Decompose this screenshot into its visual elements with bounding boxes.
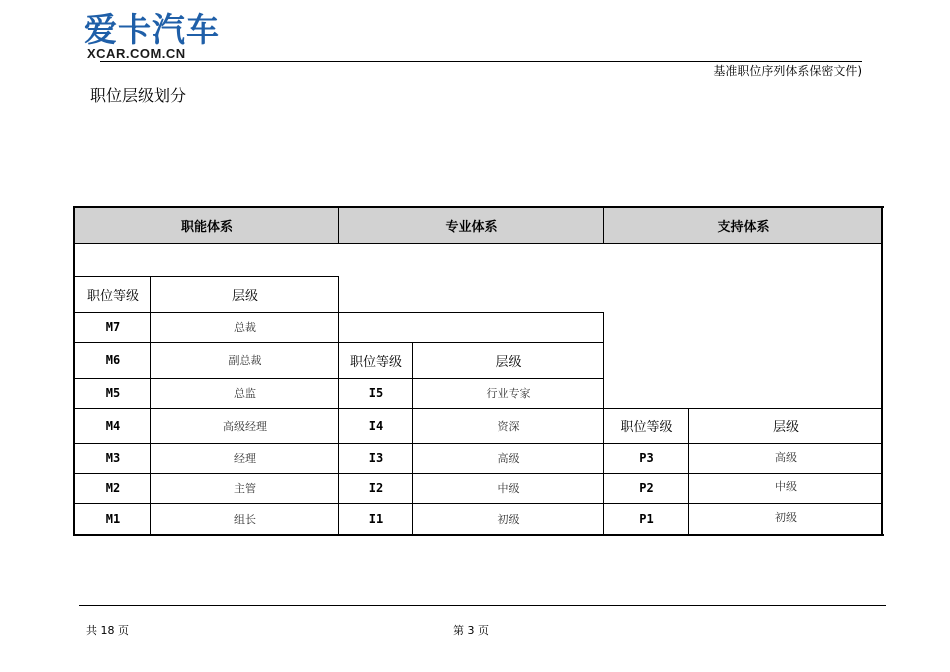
support-level-header: 层级 <box>772 420 799 435</box>
document-title: 基准职位序列体系保密文件) <box>713 64 862 78</box>
professional-grade-header: 职位等级 <box>349 354 402 370</box>
professional-code: I2 <box>368 481 384 495</box>
table-border <box>73 206 884 208</box>
logo-domain: XCAR.COM.CN <box>87 46 186 61</box>
system-header-support: 支持体系 <box>604 208 883 243</box>
functional-code: M2 <box>105 481 121 495</box>
system-header-professional: 专业体系 <box>339 208 604 243</box>
functional-level-header: 层级 <box>231 288 258 304</box>
footer-divider <box>79 605 886 606</box>
table-gridline <box>150 276 151 535</box>
professional-level: 行业专家 <box>486 387 531 400</box>
support-level: 初级 <box>775 511 797 524</box>
table-gridline <box>75 312 604 313</box>
support-code: P1 <box>639 512 654 526</box>
professional-code: I1 <box>368 512 384 526</box>
functional-code: M6 <box>105 353 121 367</box>
functional-level: 总监 <box>234 387 256 400</box>
support-level: 高级 <box>775 450 797 464</box>
support-grade-header: 职位等级 <box>620 420 673 435</box>
table-gridline <box>338 276 339 535</box>
functional-code: M5 <box>105 386 121 400</box>
table-gridline <box>338 208 339 243</box>
professional-level: 资深 <box>497 419 520 433</box>
professional-level: 高级 <box>497 452 520 465</box>
functional-code: M4 <box>105 418 121 433</box>
table-gridline <box>75 503 882 504</box>
table-border <box>881 206 883 536</box>
support-level: 中级 <box>775 480 797 493</box>
table-gridline <box>75 443 882 444</box>
functional-code: M7 <box>105 320 121 334</box>
table-gridline <box>412 342 413 535</box>
functional-level: 经理 <box>234 452 256 465</box>
logo-chinese: 爱卡汽车 <box>84 10 220 49</box>
table-gridline <box>603 208 604 243</box>
functional-level: 副总裁 <box>228 354 262 367</box>
functional-level: 高级经理 <box>223 419 267 433</box>
header-divider <box>100 61 862 62</box>
table-border <box>73 534 884 536</box>
footer-page-number: 第 3 页 <box>453 624 489 637</box>
functional-level: 总裁 <box>234 321 256 334</box>
system-header-functional: 职能体系 <box>75 208 339 243</box>
functional-code: M1 <box>105 512 121 526</box>
table-gridline <box>75 243 882 244</box>
professional-code: I3 <box>368 451 384 465</box>
footer-total-pages: 共 18 页 <box>86 624 129 637</box>
professional-level: 中级 <box>497 482 520 495</box>
table-gridline <box>603 312 604 535</box>
table-border <box>73 206 75 536</box>
table-gridline <box>688 408 689 535</box>
support-code: P2 <box>639 481 654 495</box>
functional-grade-header: 职位等级 <box>86 288 139 304</box>
professional-code: I4 <box>368 418 384 433</box>
table-gridline <box>75 408 882 409</box>
table-gridline <box>75 473 882 474</box>
page-title: 职位层级划分 <box>90 86 187 105</box>
functional-level: 组长 <box>234 513 256 526</box>
functional-code: M3 <box>105 451 121 465</box>
functional-level: 主管 <box>234 482 256 495</box>
support-code: P3 <box>639 451 654 465</box>
table-gridline <box>75 378 604 379</box>
table-gridline <box>75 342 604 343</box>
professional-level: 初级 <box>497 513 520 526</box>
professional-level-header: 层级 <box>495 354 522 370</box>
professional-code: I5 <box>368 386 384 400</box>
table-gridline <box>75 276 339 277</box>
